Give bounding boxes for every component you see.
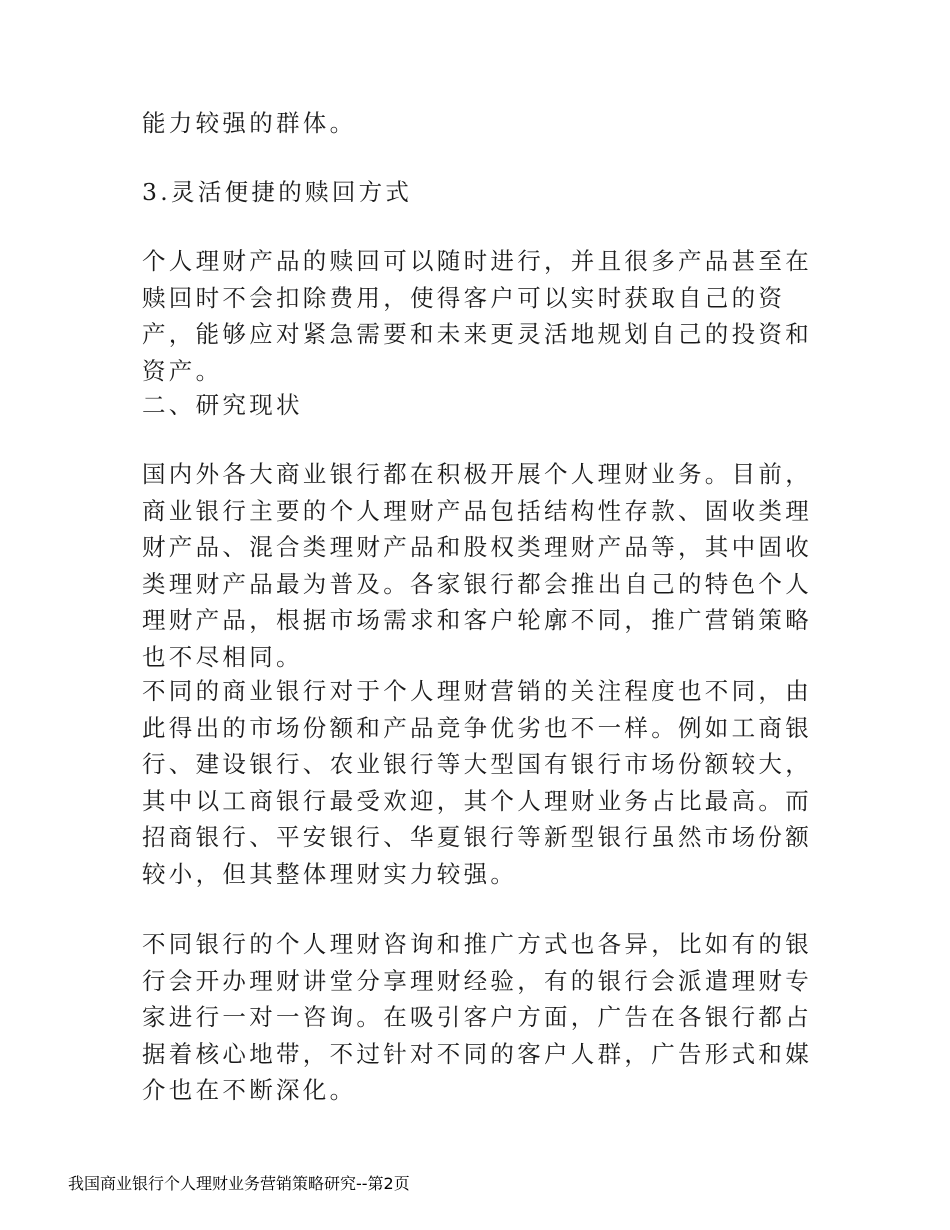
section-heading-research-status: 二、研究现状 bbox=[142, 391, 303, 419]
page-footer: 我国商业银行个人理财业务营销策略研究--第2页 bbox=[68, 1174, 410, 1193]
paragraph-domestic-banks: 国内外各大商业银行都在积极开展个人理财业务。目前，商业银行主要的个人理财产品包括结构性存款、固收类理财产品、混合类理财产品和股权类理财产品等，其中固收类理财产品最为普及。各家银行都会推出自己的特色个人理财产品，根据市场需求和客户轮廓不同，推广营销策略也不尽相同。 bbox=[142, 460, 812, 671]
paragraph-promotion-methods: 不同银行的个人理财咨询和推广方式也各异，比如有的银行会开办理财讲堂分享理财经验，有的银行会派遣理财专家进行一对一咨询。在吸引客户方面，广告在各银行都占据着核心地带，不过针对不同的客户人群，广告形式和媒介也在不断深化。 bbox=[142, 930, 812, 1104]
paragraph-market-share: 不同的商业银行对于个人理财营销的关注程度也不同，由此得出的市场份额和产品竞争优劣也不一样。例如工商银行、建设银行、农业银行等大型国有银行市场份额较大，其中以工商银行最受欢迎，其个人理财业务占比最高。而招商银行、平安银行、华夏银行等新型银行虽然市场份额较小，但其整体理财实力较强。 bbox=[142, 677, 812, 888]
subheading-flexible-redemption: 3.灵活便捷的赎回方式 bbox=[142, 178, 413, 206]
paragraph-continuation: 能力较强的群体。 bbox=[142, 109, 357, 137]
paragraph-redemption: 个人理财产品的赎回可以随时进行，并且很多产品甚至在赎回时不会扣除费用，使得客户可以实时获取自己的资产，能够应对紧急需要和未来更灵活地规划自己的投资和资产。 bbox=[142, 247, 812, 385]
